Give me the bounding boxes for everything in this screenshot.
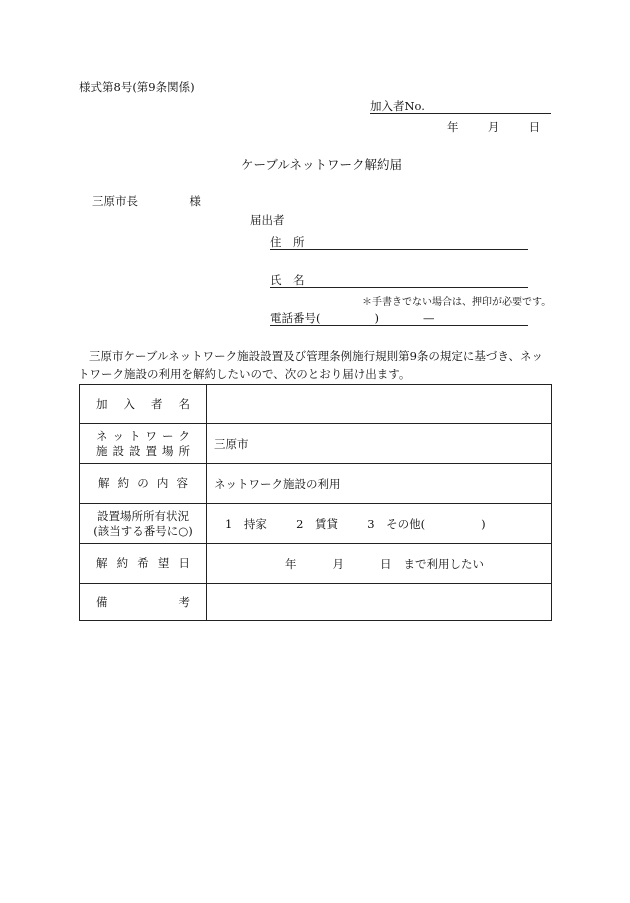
- address-field: [270, 234, 528, 250]
- location-label-line-2: [80, 444, 206, 459]
- label-char: ト: [129, 428, 141, 443]
- content-value: ネットワーク施設の利用: [207, 464, 552, 504]
- label-char: 施: [96, 443, 108, 458]
- subscriber-name-label-cell: [80, 385, 207, 424]
- desired-date-month: 月: [332, 556, 344, 571]
- body-line-2: トワーク施設の利用を解約したいので、次のとおり届け出ます。: [78, 367, 411, 381]
- row-content: [80, 464, 552, 504]
- label-char: 備: [96, 594, 108, 609]
- ownership-close: ): [481, 516, 486, 531]
- label-char: 所: [178, 443, 190, 458]
- seal-note: ＊手書きでない場合は、押印が必要です。: [362, 297, 552, 308]
- label-char: ク: [178, 428, 190, 443]
- label-char: 入: [123, 396, 135, 411]
- location-label-line-1: [80, 429, 206, 444]
- remarks-label: [80, 595, 206, 610]
- desired-date-label-cell: [80, 544, 207, 584]
- phone-dash: —: [423, 311, 435, 325]
- phone-field: [270, 310, 528, 326]
- label-char: の: [137, 476, 149, 490]
- label-char: 名: [178, 396, 190, 411]
- ownership-label-line-2: (該当する番号に○): [93, 523, 193, 538]
- label-char: ワ: [145, 428, 157, 443]
- row-subscriber-name: [80, 385, 552, 424]
- body-paragraph: [78, 347, 556, 383]
- row-ownership: [80, 504, 552, 544]
- remarks-label-cell: [80, 584, 207, 621]
- content-label: [80, 476, 206, 491]
- addressee-name: 三原市長: [92, 194, 138, 208]
- label-char: 解: [98, 476, 110, 490]
- row-location: [80, 424, 552, 464]
- date-day: 日: [528, 120, 541, 134]
- date-month: 月: [487, 120, 500, 134]
- ownership-option-rent[interactable]: 2 賃貸: [296, 516, 338, 531]
- date-year: 年: [447, 120, 459, 134]
- desired-date-label: [80, 556, 206, 571]
- desired-date-suffix: まで利用したい: [403, 556, 484, 571]
- name-label: 氏 名: [270, 273, 305, 287]
- label-char: 希: [137, 556, 149, 570]
- applicant-label: 届出者: [250, 213, 285, 227]
- label-char: ッ: [112, 428, 124, 443]
- subscriber-name-label: [80, 397, 206, 412]
- desired-date-value[interactable]: [207, 544, 552, 584]
- document-title: ケーブルネットワーク解約届: [241, 157, 403, 172]
- addressee: [92, 193, 201, 209]
- label-char: 加: [96, 396, 108, 411]
- label-char: 置: [145, 443, 157, 458]
- label-char: 者: [151, 396, 163, 411]
- label-char: 場: [162, 443, 174, 458]
- phone-label: 電話番号(: [270, 311, 321, 325]
- label-char: ー: [162, 428, 174, 443]
- location-value[interactable]: 三原市: [207, 424, 552, 464]
- content-label-cell: [80, 464, 207, 504]
- label-char: 内: [156, 476, 169, 490]
- label-char: 設: [112, 443, 124, 458]
- name-field: [270, 272, 528, 288]
- location-label-cell: [80, 424, 207, 464]
- label-char: 日: [178, 556, 190, 570]
- label-char: 設: [129, 443, 141, 458]
- subscriber-no-label: 加入者No.: [370, 99, 425, 113]
- label-char: 約: [117, 476, 130, 490]
- label-char: 容: [176, 476, 188, 490]
- desired-date-year: 年: [285, 556, 297, 571]
- ownership-options: [207, 504, 552, 544]
- remarks-value[interactable]: [207, 584, 552, 621]
- label-char: 解: [96, 556, 108, 570]
- subscriber-name-value[interactable]: [207, 385, 552, 424]
- label-char: 望: [157, 556, 170, 570]
- label-char: 考: [178, 594, 190, 609]
- label-char: ネ: [96, 428, 108, 443]
- addressee-honorific: 様: [189, 194, 201, 208]
- row-remarks: [80, 584, 552, 621]
- subscriber-no-field: [370, 98, 551, 114]
- row-desired-date: [80, 544, 552, 584]
- ownership-option-other[interactable]: 3 その他(: [367, 516, 426, 531]
- ownership-label-line-1: 設置場所所有状況: [97, 508, 189, 523]
- form-table: [79, 384, 552, 621]
- ownership-label-cell: [80, 504, 207, 544]
- ownership-option-own[interactable]: 1 持家: [225, 516, 267, 531]
- desired-date-day: 日: [380, 556, 392, 571]
- body-line-1: 三原市ケーブルネットワーク施設設置及び管理条例施行規則第9条の規定に基づき、ネッ: [89, 349, 543, 363]
- label-char: 約: [116, 556, 129, 570]
- date-line: [447, 119, 540, 135]
- form-number: 様式第8号(第9条関係): [79, 80, 195, 94]
- address-label: 住 所: [270, 235, 305, 249]
- phone-close: ): [374, 311, 379, 325]
